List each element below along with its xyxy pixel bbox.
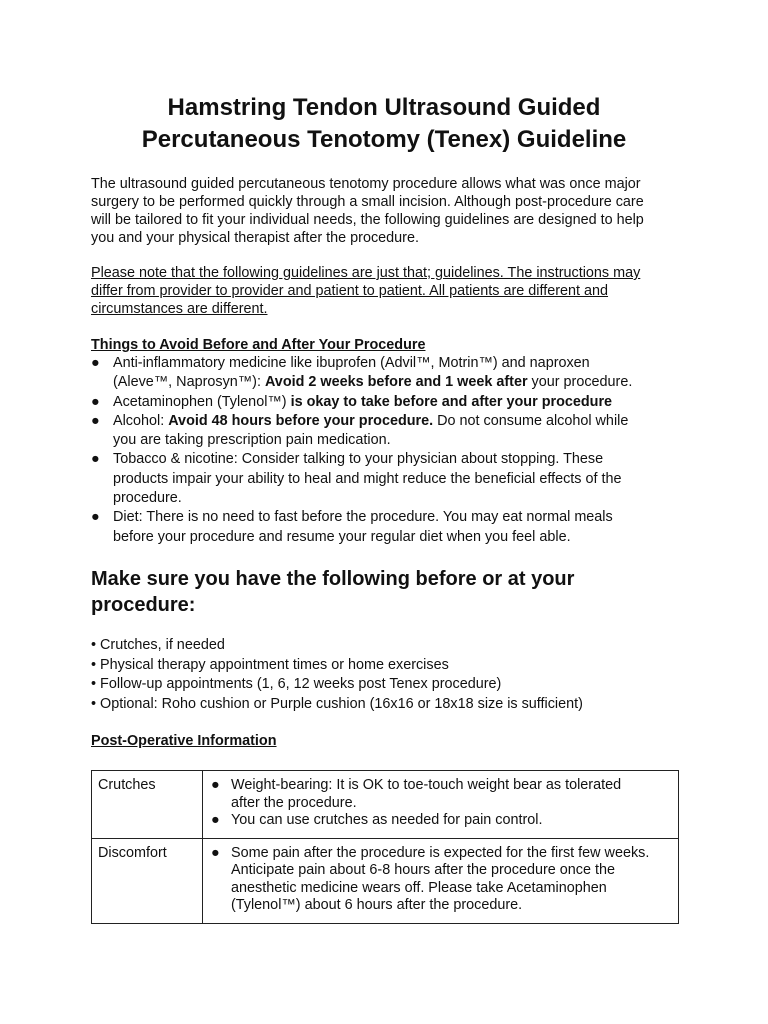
bullet-icon: ● <box>211 777 220 793</box>
item-text: you are taking prescription pain medication. <box>113 432 391 449</box>
bullet-icon: ● <box>91 393 100 410</box>
item-text: You can use crutches as needed for pain control. <box>231 812 543 828</box>
avoid-heading: Things to Avoid Before and After Your Procedure <box>91 337 426 353</box>
bullet-icon: ● <box>211 844 220 861</box>
row-content <box>203 771 679 839</box>
item-text: Tobacco & nicotine: Consider talking to your physician about stopping. These <box>113 451 604 468</box>
item-bold-text: is okay to take before and after your procedure <box>290 393 613 410</box>
list-item <box>91 393 691 412</box>
item-text: (Aleve™, Naprosyn™): <box>113 374 265 391</box>
postop-heading: Post-Operative Information <box>91 733 277 749</box>
item-text: Alcohol: <box>113 412 169 429</box>
item-text: Diet: There is no need to fast before the procedure. You may eat normal meals <box>113 509 613 526</box>
list-item <box>209 812 672 830</box>
row-content <box>203 838 679 923</box>
table-row <box>92 838 679 923</box>
item-text: Weight-bearing: It is OK to toe-touch weight bear as tolerated <box>231 777 622 793</box>
table-row <box>92 771 679 839</box>
bullet-icon: ● <box>91 355 100 371</box>
bullet-icon: ● <box>91 451 100 468</box>
avoid-list <box>91 354 691 547</box>
bullet-icon: ● <box>211 812 220 828</box>
note-paragraph <box>91 264 681 318</box>
row-bullets <box>209 845 672 915</box>
list-item: • Physical therapy appointment times or home exercises <box>91 656 449 673</box>
document-title <box>0 92 768 156</box>
note-line: Please note that the following guidelines are just that; guidelines. The instructions may <box>91 265 641 281</box>
item-text: Do not consume alcohol while <box>433 412 629 429</box>
have-heading-line: Make sure you have the following before or at your <box>91 568 575 590</box>
list-item: • Crutches, if needed <box>91 637 225 653</box>
intro-line: surgery to be performed quickly through a small incision. Although post-procedure care <box>91 194 644 210</box>
list-item <box>209 845 672 915</box>
item-text: anesthetic medicine wears off. Please take Acetaminophen <box>231 879 607 896</box>
list-item: • Follow-up appointments (1, 6, 12 weeks post Tenex procedure) <box>91 676 502 692</box>
list-item: • Optional: Roho cushion or Purple cushion (16x16 or 18x18 size is sufficient) <box>91 695 583 712</box>
list-item <box>91 412 691 451</box>
have-list <box>91 636 583 714</box>
item-bold-text: Avoid 2 weeks before and 1 week after <box>264 374 528 391</box>
row-label: Crutches <box>92 771 203 839</box>
bullet-icon: ● <box>91 509 100 526</box>
title-line-2: Percutaneous Tenotomy (Tenex) Guideline <box>141 126 627 153</box>
list-item <box>91 450 691 508</box>
item-text: products impair your ability to heal and might reduce the beneficial effects of the <box>113 470 622 487</box>
note-line: circumstances are different. <box>91 301 268 317</box>
item-text: procedure. <box>113 490 182 507</box>
item-text: Anticipate pain about 6-8 hours after the procedure once the <box>231 862 616 878</box>
title-line-1: Hamstring Tendon Ultrasound Guided <box>167 94 601 121</box>
intro-paragraph <box>91 175 681 247</box>
have-heading-line: procedure: <box>91 594 196 616</box>
item-text: Some pain after the procedure is expected for the first few weeks. <box>231 844 650 861</box>
postop-table <box>91 770 679 924</box>
item-text: before your procedure and resume your regular diet when you feel able. <box>113 528 571 545</box>
row-bullets <box>209 777 672 830</box>
row-label: Discomfort <box>92 838 203 923</box>
intro-line: The ultrasound guided percutaneous tenotomy procedure allows what was once major <box>91 176 641 192</box>
have-heading <box>91 566 651 618</box>
list-item <box>91 508 691 547</box>
item-text: Acetaminophen (Tylenol™) <box>113 393 291 410</box>
item-text: your procedure. <box>527 374 633 391</box>
item-text: after the procedure. <box>231 794 357 811</box>
item-text: Anti-inflammatory medicine like ibuprofen (Advil™, Motrin™) and naproxen <box>113 355 590 371</box>
intro-line: will be tailored to fit your individual needs, the following guidelines are designed to help <box>91 212 644 228</box>
bullet-icon: ● <box>91 412 100 429</box>
list-item <box>91 354 691 393</box>
note-line: differ from provider to provider and patient to patient. All patients are different and <box>91 283 609 299</box>
item-text: (Tylenol™) about 6 hours after the procedure. <box>231 897 523 913</box>
list-item <box>209 777 672 812</box>
item-bold-text: Avoid 48 hours before your procedure. <box>168 412 434 429</box>
intro-line: you and your physical therapist after the procedure. <box>91 230 419 246</box>
